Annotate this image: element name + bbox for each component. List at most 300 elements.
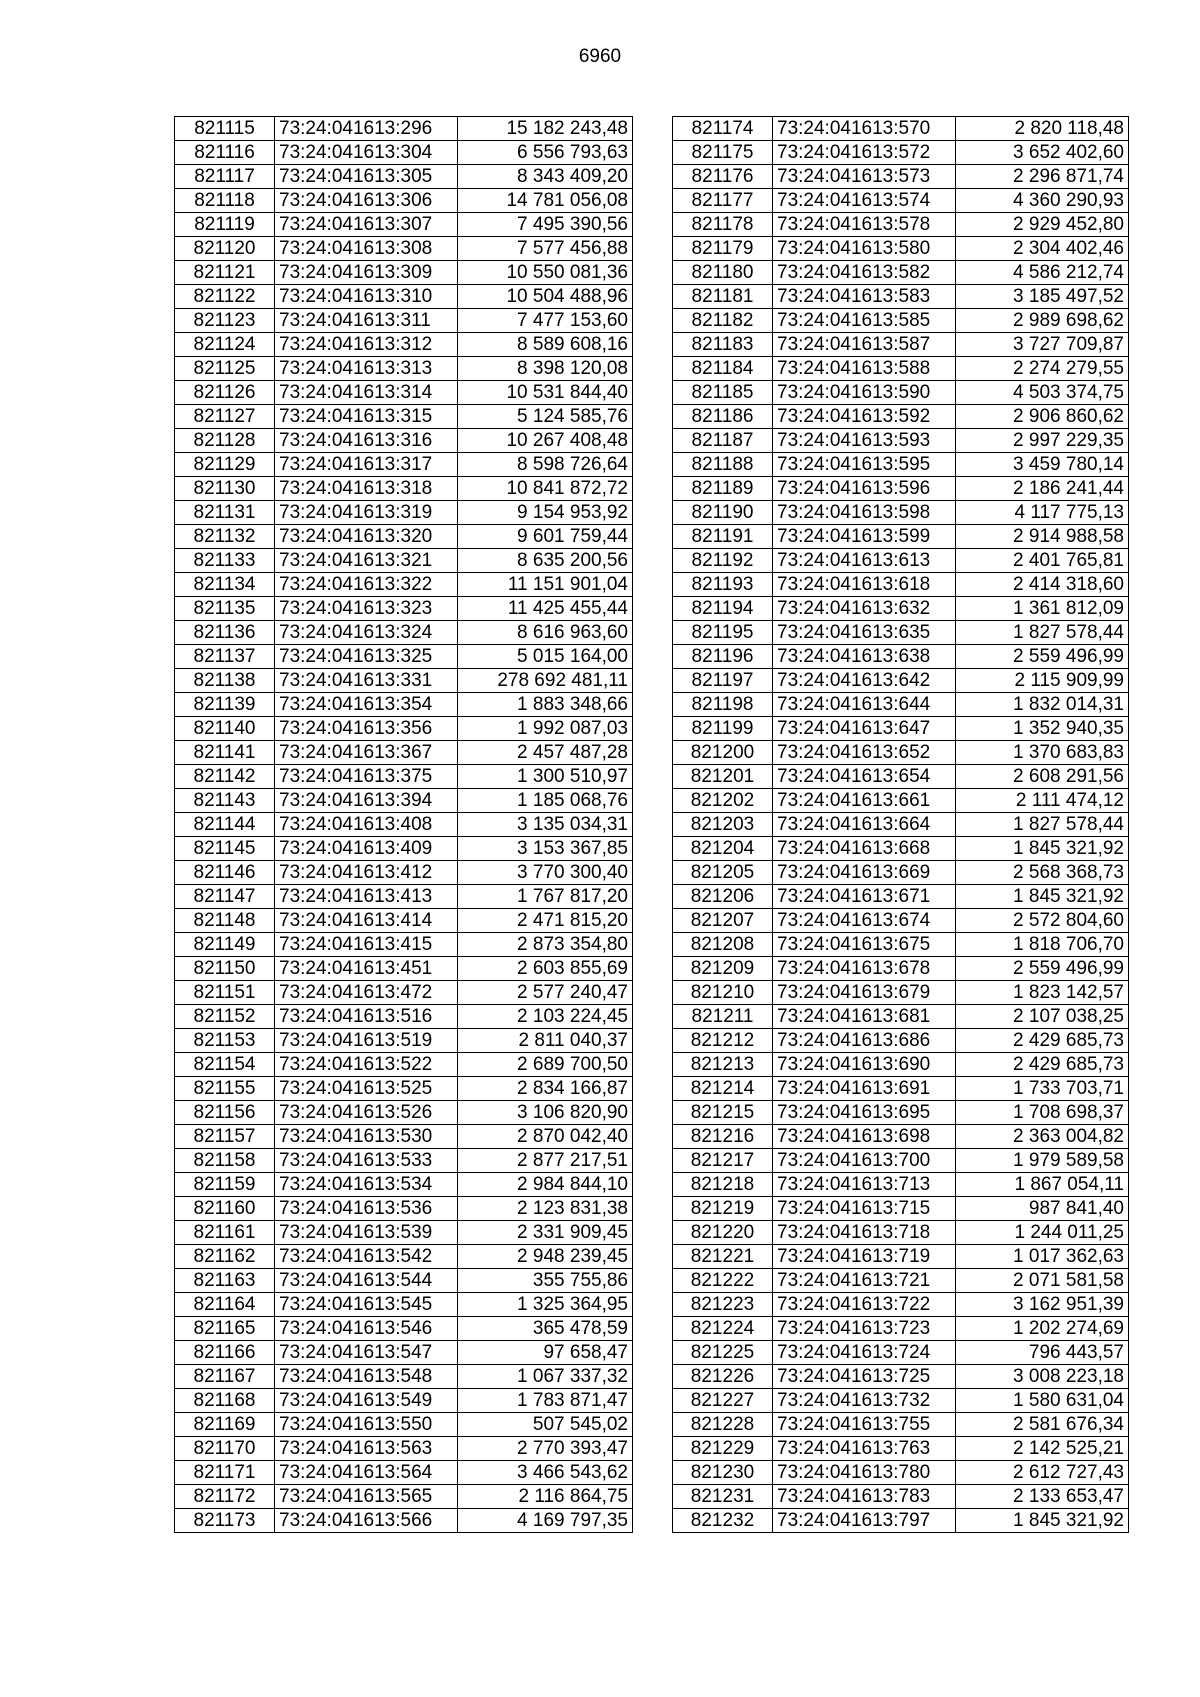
table-row xyxy=(673,885,1129,909)
cadastral-number-cell: 73:24:041613:539 xyxy=(275,1221,458,1245)
value-cell: 2 103 224,45 xyxy=(458,1005,633,1029)
value-cell: 2 296 871,74 xyxy=(956,165,1129,189)
value-cell: 10 267 408,48 xyxy=(458,429,633,453)
cadastral-number-cell: 73:24:041613:681 xyxy=(773,1005,956,1029)
value-cell: 2 948 239,45 xyxy=(458,1245,633,1269)
row-number-cell: 821172 xyxy=(175,1485,275,1509)
table-row xyxy=(175,381,633,405)
table-row xyxy=(175,405,633,429)
row-number-cell: 821129 xyxy=(175,453,275,477)
row-number-cell: 821167 xyxy=(175,1365,275,1389)
table-row xyxy=(175,1053,633,1077)
row-number-cell: 821157 xyxy=(175,1125,275,1149)
cadastral-number-cell: 73:24:041613:763 xyxy=(773,1437,956,1461)
table-row xyxy=(175,117,633,141)
table-row xyxy=(175,1413,633,1437)
cadastral-number-cell: 73:24:041613:315 xyxy=(275,405,458,429)
table-row xyxy=(673,1437,1129,1461)
cadastral-number-cell: 73:24:041613:516 xyxy=(275,1005,458,1029)
value-cell: 2 274 279,55 xyxy=(956,357,1129,381)
table-row xyxy=(175,1269,633,1293)
value-cell: 3 727 709,87 xyxy=(956,333,1129,357)
row-number-cell: 821143 xyxy=(175,789,275,813)
cadastral-number-cell: 73:24:041613:408 xyxy=(275,813,458,837)
row-number-cell: 821220 xyxy=(673,1221,773,1245)
value-cell: 2 331 909,45 xyxy=(458,1221,633,1245)
value-cell: 2 906 860,62 xyxy=(956,405,1129,429)
cadastral-number-cell: 73:24:041613:698 xyxy=(773,1125,956,1149)
cadastral-number-cell: 73:24:041613:414 xyxy=(275,909,458,933)
row-number-cell: 821118 xyxy=(175,189,275,213)
row-number-cell: 821204 xyxy=(673,837,773,861)
row-number-cell: 821193 xyxy=(673,573,773,597)
value-cell: 2 471 815,20 xyxy=(458,909,633,933)
cadastral-number-cell: 73:24:041613:675 xyxy=(773,933,956,957)
value-cell: 3 652 402,60 xyxy=(956,141,1129,165)
table-row xyxy=(673,837,1129,861)
value-cell: 3 106 820,90 xyxy=(458,1101,633,1125)
table-row xyxy=(673,693,1129,717)
value-cell: 8 343 409,20 xyxy=(458,165,633,189)
table-row xyxy=(175,1245,633,1269)
row-number-cell: 821207 xyxy=(673,909,773,933)
cadastral-number-cell: 73:24:041613:580 xyxy=(773,237,956,261)
value-cell: 1 818 706,70 xyxy=(956,933,1129,957)
table-row xyxy=(175,981,633,1005)
cadastral-number-cell: 73:24:041613:545 xyxy=(275,1293,458,1317)
cadastral-number-cell: 73:24:041613:309 xyxy=(275,261,458,285)
value-cell: 3 153 367,85 xyxy=(458,837,633,861)
value-cell: 9 601 759,44 xyxy=(458,525,633,549)
table-row xyxy=(175,1101,633,1125)
value-cell: 2 304 402,46 xyxy=(956,237,1129,261)
value-cell: 1 325 364,95 xyxy=(458,1293,633,1317)
table-row xyxy=(673,1197,1129,1221)
cadastral-number-cell: 73:24:041613:596 xyxy=(773,477,956,501)
row-number-cell: 821209 xyxy=(673,957,773,981)
value-cell: 11 425 455,44 xyxy=(458,597,633,621)
cadastral-number-cell: 73:24:041613:755 xyxy=(773,1413,956,1437)
cadastral-number-cell: 73:24:041613:718 xyxy=(773,1221,956,1245)
row-number-cell: 821184 xyxy=(673,357,773,381)
cadastral-number-cell: 73:24:041613:679 xyxy=(773,981,956,1005)
value-cell: 10 504 488,96 xyxy=(458,285,633,309)
row-number-cell: 821228 xyxy=(673,1413,773,1437)
table-row xyxy=(175,453,633,477)
cadastral-number-cell: 73:24:041613:322 xyxy=(275,573,458,597)
table-row xyxy=(673,357,1129,381)
value-cell: 2 414 318,60 xyxy=(956,573,1129,597)
value-cell: 1 370 683,83 xyxy=(956,741,1129,765)
value-cell: 2 870 042,40 xyxy=(458,1125,633,1149)
cadastral-number-cell: 73:24:041613:566 xyxy=(275,1509,458,1533)
cadastral-number-cell: 73:24:041613:519 xyxy=(275,1029,458,1053)
cadastral-number-cell: 73:24:041613:668 xyxy=(773,837,956,861)
cadastral-number-cell: 73:24:041613:674 xyxy=(773,909,956,933)
row-number-cell: 821183 xyxy=(673,333,773,357)
row-number-cell: 821175 xyxy=(673,141,773,165)
value-cell: 2 770 393,47 xyxy=(458,1437,633,1461)
table-row xyxy=(673,549,1129,573)
cadastral-number-cell: 73:24:041613:593 xyxy=(773,429,956,453)
value-cell: 1 845 321,92 xyxy=(956,885,1129,909)
row-number-cell: 821230 xyxy=(673,1461,773,1485)
row-number-cell: 821148 xyxy=(175,909,275,933)
value-cell: 2 811 040,37 xyxy=(458,1029,633,1053)
cadastral-number-cell: 73:24:041613:691 xyxy=(773,1077,956,1101)
row-number-cell: 821169 xyxy=(175,1413,275,1437)
table-row xyxy=(673,1485,1129,1509)
table-row xyxy=(673,957,1129,981)
table-row xyxy=(175,1125,633,1149)
cadastral-number-cell: 73:24:041613:409 xyxy=(275,837,458,861)
table-row xyxy=(673,1149,1129,1173)
table-row xyxy=(175,1293,633,1317)
cadastral-number-cell: 73:24:041613:548 xyxy=(275,1365,458,1389)
value-cell: 365 478,59 xyxy=(458,1317,633,1341)
cadastral-number-cell: 73:24:041613:664 xyxy=(773,813,956,837)
row-number-cell: 821173 xyxy=(175,1509,275,1533)
value-cell: 2 877 217,51 xyxy=(458,1149,633,1173)
cadastral-number-cell: 73:24:041613:642 xyxy=(773,669,956,693)
row-number-cell: 821208 xyxy=(673,933,773,957)
row-number-cell: 821142 xyxy=(175,765,275,789)
value-cell: 2 603 855,69 xyxy=(458,957,633,981)
table-row xyxy=(673,429,1129,453)
row-number-cell: 821212 xyxy=(673,1029,773,1053)
cadastral-number-cell: 73:24:041613:783 xyxy=(773,1485,956,1509)
cadastral-number-cell: 73:24:041613:598 xyxy=(773,501,956,525)
table-body-left xyxy=(175,117,633,1533)
row-number-cell: 821189 xyxy=(673,477,773,501)
cadastral-number-cell: 73:24:041613:635 xyxy=(773,621,956,645)
value-cell: 2 612 727,43 xyxy=(956,1461,1129,1485)
cadastral-number-cell: 73:24:041613:599 xyxy=(773,525,956,549)
registry-table-left xyxy=(174,116,633,1533)
row-number-cell: 821145 xyxy=(175,837,275,861)
page-number: 6960 xyxy=(578,46,622,67)
table-row xyxy=(673,1341,1129,1365)
cadastral-number-cell: 73:24:041613:588 xyxy=(773,357,956,381)
value-cell: 1 708 698,37 xyxy=(956,1101,1129,1125)
cadastral-number-cell: 73:24:041613:613 xyxy=(773,549,956,573)
table-row xyxy=(673,1221,1129,1245)
cadastral-number-cell: 73:24:041613:544 xyxy=(275,1269,458,1293)
table-row xyxy=(175,621,633,645)
value-cell: 1 992 087,03 xyxy=(458,717,633,741)
table-row xyxy=(673,117,1129,141)
value-cell: 2 142 525,21 xyxy=(956,1437,1129,1461)
cadastral-number-cell: 73:24:041613:307 xyxy=(275,213,458,237)
cadastral-number-cell: 73:24:041613:700 xyxy=(773,1149,956,1173)
cadastral-number-cell: 73:24:041613:542 xyxy=(275,1245,458,1269)
value-cell: 7 577 456,88 xyxy=(458,237,633,261)
cadastral-number-cell: 73:24:041613:534 xyxy=(275,1173,458,1197)
table-row xyxy=(175,1317,633,1341)
cadastral-number-cell: 73:24:041613:721 xyxy=(773,1269,956,1293)
cadastral-number-cell: 73:24:041613:671 xyxy=(773,885,956,909)
value-cell: 1 845 321,92 xyxy=(956,837,1129,861)
cadastral-number-cell: 73:24:041613:578 xyxy=(773,213,956,237)
cadastral-number-cell: 73:24:041613:536 xyxy=(275,1197,458,1221)
value-cell: 2 133 653,47 xyxy=(956,1485,1129,1509)
cadastral-number-cell: 73:24:041613:564 xyxy=(275,1461,458,1485)
cadastral-number-cell: 73:24:041613:546 xyxy=(275,1317,458,1341)
row-number-cell: 821194 xyxy=(673,597,773,621)
cadastral-number-cell: 73:24:041613:572 xyxy=(773,141,956,165)
row-number-cell: 821232 xyxy=(673,1509,773,1533)
cadastral-number-cell: 73:24:041613:661 xyxy=(773,789,956,813)
cadastral-number-cell: 73:24:041613:356 xyxy=(275,717,458,741)
row-number-cell: 821213 xyxy=(673,1053,773,1077)
value-cell: 5 124 585,76 xyxy=(458,405,633,429)
row-number-cell: 821226 xyxy=(673,1365,773,1389)
row-number-cell: 821137 xyxy=(175,645,275,669)
cadastral-number-cell: 73:24:041613:472 xyxy=(275,981,458,1005)
table-row xyxy=(175,189,633,213)
row-number-cell: 821162 xyxy=(175,1245,275,1269)
table-row xyxy=(673,1293,1129,1317)
table-row xyxy=(175,645,633,669)
value-cell: 2 115 909,99 xyxy=(956,669,1129,693)
value-cell: 2 820 118,48 xyxy=(956,117,1129,141)
cadastral-number-cell: 73:24:041613:574 xyxy=(773,189,956,213)
table-row xyxy=(175,549,633,573)
table-row xyxy=(673,1413,1129,1437)
cadastral-number-cell: 73:24:041613:550 xyxy=(275,1413,458,1437)
row-number-cell: 821214 xyxy=(673,1077,773,1101)
table-row xyxy=(673,789,1129,813)
table-row xyxy=(673,909,1129,933)
row-number-cell: 821188 xyxy=(673,453,773,477)
cadastral-number-cell: 73:24:041613:583 xyxy=(773,285,956,309)
cadastral-number-cell: 73:24:041613:316 xyxy=(275,429,458,453)
row-number-cell: 821164 xyxy=(175,1293,275,1317)
row-number-cell: 821130 xyxy=(175,477,275,501)
cadastral-number-cell: 73:24:041613:632 xyxy=(773,597,956,621)
table-row xyxy=(175,429,633,453)
table-row xyxy=(175,933,633,957)
table-row xyxy=(673,213,1129,237)
row-number-cell: 821224 xyxy=(673,1317,773,1341)
value-cell: 1 361 812,09 xyxy=(956,597,1129,621)
row-number-cell: 821170 xyxy=(175,1437,275,1461)
table-row xyxy=(175,1221,633,1245)
table-row xyxy=(673,645,1129,669)
row-number-cell: 821140 xyxy=(175,717,275,741)
cadastral-number-cell: 73:24:041613:324 xyxy=(275,621,458,645)
value-cell: 9 154 953,92 xyxy=(458,501,633,525)
table-row xyxy=(673,1029,1129,1053)
table-row xyxy=(175,597,633,621)
table-row xyxy=(673,1461,1129,1485)
value-cell: 2 107 038,25 xyxy=(956,1005,1129,1029)
value-cell: 3 459 780,14 xyxy=(956,453,1129,477)
row-number-cell: 821186 xyxy=(673,405,773,429)
row-number-cell: 821185 xyxy=(673,381,773,405)
cadastral-number-cell: 73:24:041613:719 xyxy=(773,1245,956,1269)
table-row xyxy=(673,1101,1129,1125)
table-row xyxy=(175,1173,633,1197)
cadastral-number-cell: 73:24:041613:587 xyxy=(773,333,956,357)
row-number-cell: 821122 xyxy=(175,285,275,309)
cadastral-number-cell: 73:24:041613:311 xyxy=(275,309,458,333)
row-number-cell: 821135 xyxy=(175,597,275,621)
table-row xyxy=(673,573,1129,597)
table-row xyxy=(175,861,633,885)
value-cell: 1 827 578,44 xyxy=(956,621,1129,645)
value-cell: 2 929 452,80 xyxy=(956,213,1129,237)
row-number-cell: 821206 xyxy=(673,885,773,909)
value-cell: 2 429 685,73 xyxy=(956,1053,1129,1077)
value-cell: 8 598 726,64 xyxy=(458,453,633,477)
cadastral-number-cell: 73:24:041613:582 xyxy=(773,261,956,285)
table-row xyxy=(175,1029,633,1053)
row-number-cell: 821231 xyxy=(673,1485,773,1509)
table-row xyxy=(175,669,633,693)
row-number-cell: 821229 xyxy=(673,1437,773,1461)
cadastral-number-cell: 73:24:041613:570 xyxy=(773,117,956,141)
cadastral-number-cell: 73:24:041613:325 xyxy=(275,645,458,669)
value-cell: 355 755,86 xyxy=(458,1269,633,1293)
table-row xyxy=(175,309,633,333)
table-row xyxy=(175,1341,633,1365)
table-row xyxy=(673,1509,1129,1533)
table-row xyxy=(175,717,633,741)
row-number-cell: 821115 xyxy=(175,117,275,141)
cadastral-number-cell: 73:24:041613:686 xyxy=(773,1029,956,1053)
table-row xyxy=(175,1365,633,1389)
cadastral-number-cell: 73:24:041613:415 xyxy=(275,933,458,957)
row-number-cell: 821149 xyxy=(175,933,275,957)
cadastral-number-cell: 73:24:041613:695 xyxy=(773,1101,956,1125)
row-number-cell: 821160 xyxy=(175,1197,275,1221)
value-cell: 2 989 698,62 xyxy=(956,309,1129,333)
cadastral-number-cell: 73:24:041613:413 xyxy=(275,885,458,909)
value-cell: 8 616 963,60 xyxy=(458,621,633,645)
table-row xyxy=(175,1077,633,1101)
table-row xyxy=(673,1245,1129,1269)
table-row xyxy=(673,1389,1129,1413)
table-row xyxy=(175,957,633,981)
value-cell: 507 545,02 xyxy=(458,1413,633,1437)
table-row xyxy=(673,741,1129,765)
value-cell: 1 767 817,20 xyxy=(458,885,633,909)
table-row xyxy=(673,309,1129,333)
value-cell: 3 466 543,62 xyxy=(458,1461,633,1485)
cadastral-number-cell: 73:24:041613:533 xyxy=(275,1149,458,1173)
row-number-cell: 821127 xyxy=(175,405,275,429)
row-number-cell: 821202 xyxy=(673,789,773,813)
row-number-cell: 821146 xyxy=(175,861,275,885)
cadastral-number-cell: 73:24:041613:652 xyxy=(773,741,956,765)
row-number-cell: 821147 xyxy=(175,885,275,909)
table-row xyxy=(175,1197,633,1221)
cadastral-number-cell: 73:24:041613:394 xyxy=(275,789,458,813)
table-row xyxy=(673,1269,1129,1293)
table-row xyxy=(673,381,1129,405)
table-row xyxy=(175,237,633,261)
row-number-cell: 821158 xyxy=(175,1149,275,1173)
cadastral-number-cell: 73:24:041613:530 xyxy=(275,1125,458,1149)
value-cell: 2 568 368,73 xyxy=(956,861,1129,885)
value-cell: 6 556 793,63 xyxy=(458,141,633,165)
value-cell: 4 503 374,75 xyxy=(956,381,1129,405)
value-cell: 4 586 212,74 xyxy=(956,261,1129,285)
cadastral-number-cell: 73:24:041613:323 xyxy=(275,597,458,621)
row-number-cell: 821210 xyxy=(673,981,773,1005)
value-cell: 2 457 487,28 xyxy=(458,741,633,765)
table-row xyxy=(175,285,633,309)
row-number-cell: 821119 xyxy=(175,213,275,237)
value-cell: 1 733 703,71 xyxy=(956,1077,1129,1101)
cadastral-number-cell: 73:24:041613:313 xyxy=(275,357,458,381)
value-cell: 97 658,47 xyxy=(458,1341,633,1365)
table-row xyxy=(175,213,633,237)
table-row xyxy=(673,189,1129,213)
table-row xyxy=(673,525,1129,549)
row-number-cell: 821126 xyxy=(175,381,275,405)
row-number-cell: 821121 xyxy=(175,261,275,285)
table-row xyxy=(175,141,633,165)
value-cell: 2 401 765,81 xyxy=(956,549,1129,573)
row-number-cell: 821225 xyxy=(673,1341,773,1365)
value-cell: 2 429 685,73 xyxy=(956,1029,1129,1053)
table-row xyxy=(673,237,1129,261)
table-row xyxy=(175,837,633,861)
value-cell: 278 692 481,11 xyxy=(458,669,633,693)
row-number-cell: 821133 xyxy=(175,549,275,573)
row-number-cell: 821190 xyxy=(673,501,773,525)
table-row xyxy=(175,813,633,837)
row-number-cell: 821155 xyxy=(175,1077,275,1101)
value-cell: 987 841,40 xyxy=(956,1197,1129,1221)
row-number-cell: 821195 xyxy=(673,621,773,645)
table-row xyxy=(673,597,1129,621)
cadastral-number-cell: 73:24:041613:375 xyxy=(275,765,458,789)
cadastral-number-cell: 73:24:041613:451 xyxy=(275,957,458,981)
row-number-cell: 821161 xyxy=(175,1221,275,1245)
table-row xyxy=(673,981,1129,1005)
table-row xyxy=(175,501,633,525)
table-row xyxy=(673,405,1129,429)
cadastral-number-cell: 73:24:041613:678 xyxy=(773,957,956,981)
row-number-cell: 821132 xyxy=(175,525,275,549)
table-row xyxy=(175,261,633,285)
value-cell: 4 360 290,93 xyxy=(956,189,1129,213)
value-cell: 2 559 496,99 xyxy=(956,645,1129,669)
value-cell: 7 495 390,56 xyxy=(458,213,633,237)
row-number-cell: 821176 xyxy=(673,165,773,189)
row-number-cell: 821215 xyxy=(673,1101,773,1125)
cadastral-number-cell: 73:24:041613:715 xyxy=(773,1197,956,1221)
row-number-cell: 821138 xyxy=(175,669,275,693)
value-cell: 2 689 700,50 xyxy=(458,1053,633,1077)
table-row xyxy=(673,621,1129,645)
table-row xyxy=(175,1437,633,1461)
value-cell: 10 841 872,72 xyxy=(458,477,633,501)
table-row xyxy=(673,261,1129,285)
value-cell: 3 008 223,18 xyxy=(956,1365,1129,1389)
row-number-cell: 821159 xyxy=(175,1173,275,1197)
value-cell: 2 914 988,58 xyxy=(956,525,1129,549)
table-row xyxy=(175,693,633,717)
table-row xyxy=(673,1173,1129,1197)
table-row xyxy=(673,933,1129,957)
value-cell: 1 867 054,11 xyxy=(956,1173,1129,1197)
row-number-cell: 821116 xyxy=(175,141,275,165)
row-number-cell: 821227 xyxy=(673,1389,773,1413)
